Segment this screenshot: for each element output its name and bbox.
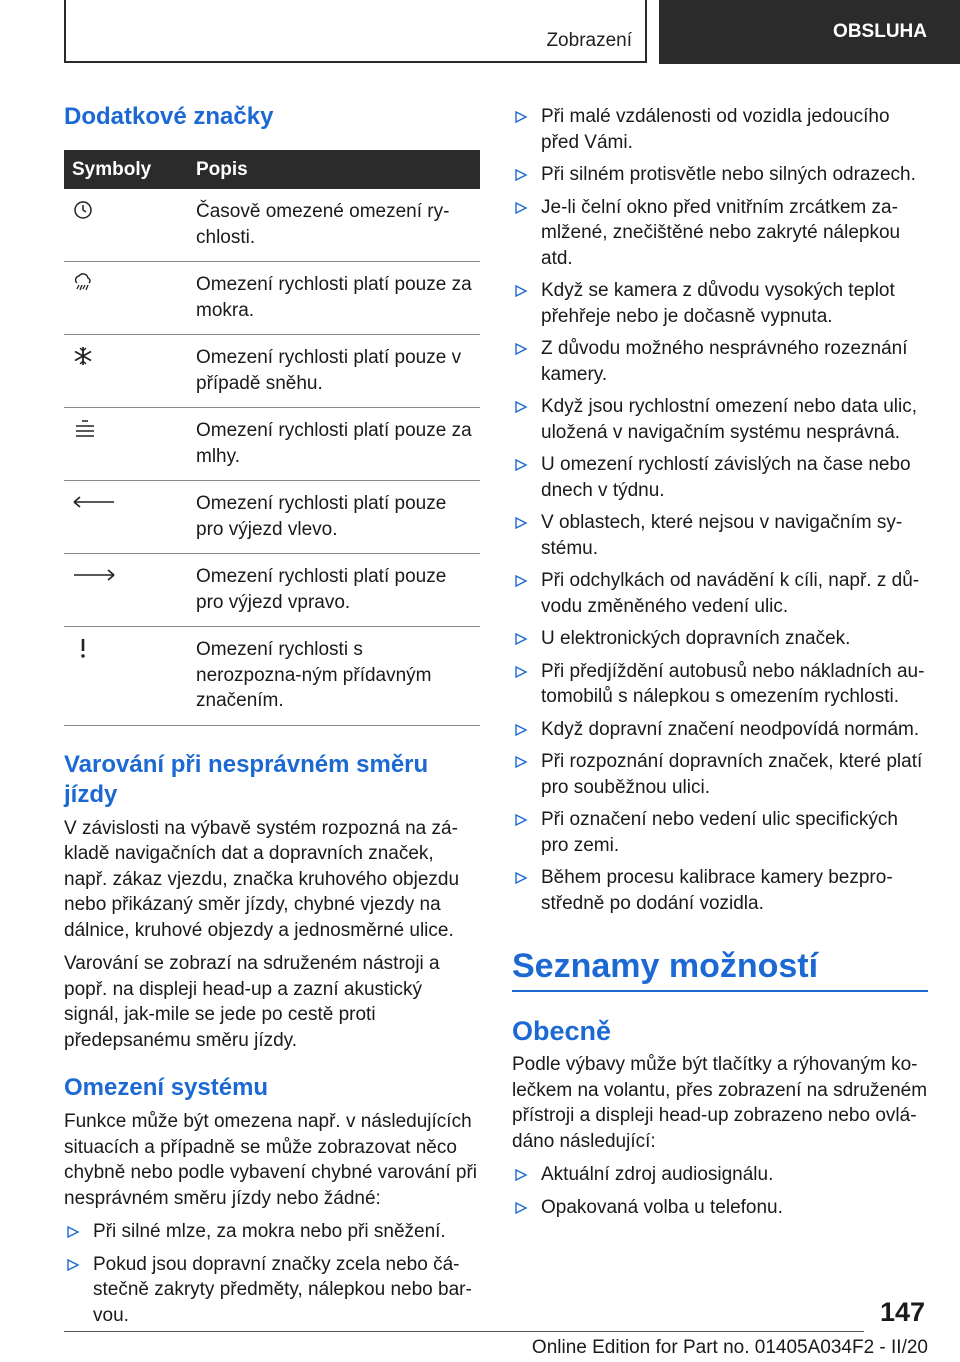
- list-item: Při předjíždění autobusů nebo nákladních au-tomobilů s nálepkou s omezením rychlosti.: [512, 659, 928, 710]
- heading-wrong-way-warning: Varování při nesprávném směru jízdy: [64, 750, 429, 808]
- table-header-row: [64, 150, 480, 189]
- table-row: [64, 554, 480, 627]
- left-column: [64, 102, 480, 1335]
- heading-rule: [512, 946, 928, 992]
- list-item: Opakovaná volba u telefonu.: [512, 1195, 928, 1221]
- row-text: Omezení rychlosti platí pouze v případě sněhu.: [192, 335, 480, 408]
- heading-additional-signs: Dodatkové značky: [64, 103, 274, 130]
- row-text: Omezení rychlosti platí pouze pro výjezd vlevo.: [192, 481, 480, 554]
- table-header-symbols: Symboly: [64, 150, 192, 189]
- list-item: Při označení nebo vedení ulic specifických pro zemi.: [512, 807, 928, 858]
- triangle-bullet-icon: [514, 168, 528, 182]
- triangle-bullet-icon: [514, 871, 528, 885]
- triangle-bullet-icon: [514, 665, 528, 679]
- arrow-left-icon: [72, 491, 116, 513]
- table-row: [64, 335, 480, 408]
- paragraph: V závislosti na výbavě systém rozpozná na zá-kladě navigačních dat a dopravních značek, např. zákaz vjezdu, značka kruhového objezdu nebo přikázaný směr jízdy, chybné vjezdy na dálnice, kruhové objezdy a jednosměrné ulice.: [64, 817, 460, 941]
- options-list: [512, 1162, 928, 1220]
- clock-icon: [72, 199, 94, 221]
- heading-general: Obecně: [512, 1016, 612, 1046]
- list-item: Pokud jsou dopravní značky zcela nebo čá-stečně zakryty předměty, nálepkou nebo bar-vou.: [64, 1252, 480, 1329]
- triangle-bullet-icon: [514, 516, 528, 530]
- heading-system-limits: Omezení systému: [64, 1074, 269, 1101]
- row-text: Omezení rychlosti platí pouze za mokra.: [192, 262, 480, 335]
- triangle-bullet-icon: [514, 574, 528, 588]
- table-row: [64, 627, 480, 726]
- page-number: 147: [880, 1297, 926, 1327]
- triangle-bullet-icon: [66, 1225, 80, 1239]
- list-item: U omezení rychlostí závislých na čase nebo dnech v týdnu.: [512, 452, 928, 503]
- triangle-bullet-icon: [514, 813, 528, 827]
- snowflake-icon: [72, 345, 94, 367]
- list-item: V oblastech, které nejsou v navigačním sy-stému.: [512, 510, 928, 561]
- rain-cloud-icon: [72, 272, 94, 294]
- limits-list: [64, 1219, 480, 1328]
- triangle-bullet-icon: [514, 284, 528, 298]
- list-item: Je-li čelní okno před vnitřním zrcátkem za-mlžené, znečištěné nebo zakryté nálepkou atd.: [512, 195, 928, 272]
- list-item: Při malé vzdálenosti od vozidla jedoucího před Vámi.: [512, 104, 928, 155]
- chapter-tab: OBSLUHA: [659, 0, 960, 64]
- list-item: Z důvodu možného nesprávného rozeznání kamery.: [512, 336, 928, 387]
- list-item: Při rozpoznání dopravních značek, které platí pro souběžnou ulici.: [512, 749, 928, 800]
- triangle-bullet-icon: [514, 1168, 528, 1182]
- triangle-bullet-icon: [514, 1201, 528, 1215]
- list-item: Při odchylkách od navádění k cíli, např. z dů-vodu změněného vedení ulic.: [512, 568, 928, 619]
- section-title: Zobrazení: [546, 30, 632, 51]
- list-item: Aktuální zdroj audiosignálu.: [512, 1162, 928, 1188]
- row-text: Časově omezené omezení ry-chlosti.: [192, 189, 480, 262]
- edition-footer: Online Edition for Part no. 01405A034F2 - II/20: [531, 1337, 928, 1358]
- list-item: Když dopravní značení neodpovídá normám.: [512, 717, 928, 743]
- paragraph: Podle výbavy může být tlačítky a rýhovaným ko-lečkem na volantu, přes zobrazení na sdruženém přístroji a displeji head-up zobrazeno nebo ovlá-dáno následující:: [512, 1054, 928, 1152]
- table-header-description: Popis: [192, 150, 480, 189]
- triangle-bullet-icon: [514, 723, 528, 737]
- list-item: Při silné mlze, za mokra nebo při sněžení.: [64, 1219, 480, 1245]
- triangle-bullet-icon: [514, 632, 528, 646]
- triangle-bullet-icon: [514, 342, 528, 356]
- table-row: [64, 408, 480, 481]
- triangle-bullet-icon: [514, 458, 528, 472]
- paragraph: Funkce může být omezena např. v následujících situacích a případně se může zobrazovat něco chybně nebo podle vybavení chybné varování při nesprávném směru jízdy nebo žádné:: [64, 1111, 477, 1209]
- triangle-bullet-icon: [514, 201, 528, 215]
- list-item: Během procesu kalibrace kamery bezpro-středně po dodání vozidla.: [512, 865, 928, 916]
- list-item: Když jsou rychlostní omezení nebo data ulic, uložená v navigačním systému nesprávná.: [512, 394, 928, 445]
- exclamation-icon: [72, 637, 94, 659]
- heading-option-lists: Seznamy možností: [512, 947, 819, 985]
- table-row: [64, 262, 480, 335]
- list-item: U elektronických dopravních značek.: [512, 626, 928, 652]
- fog-icon: [72, 418, 98, 440]
- triangle-bullet-icon: [514, 400, 528, 414]
- row-text: Omezení rychlosti platí pouze za mlhy.: [192, 408, 480, 481]
- triangle-bullet-icon: [66, 1258, 80, 1272]
- triangle-bullet-icon: [514, 110, 528, 124]
- row-text: Omezení rychlosti platí pouze pro výjezd vpravo.: [192, 554, 480, 627]
- right-column: [512, 104, 928, 1227]
- table-row: [64, 189, 480, 262]
- list-item: Při silném protisvětle nebo silných odrazech.: [512, 162, 928, 188]
- symbols-table: [64, 150, 480, 726]
- triangle-bullet-icon: [514, 755, 528, 769]
- arrow-right-icon: [72, 564, 116, 586]
- table-row: [64, 481, 480, 554]
- footer-rule: [64, 1331, 864, 1332]
- row-text: Omezení rychlosti s nerozpozna-ným přídavným značením.: [192, 627, 480, 726]
- limits-list-continued: [512, 104, 928, 916]
- list-item: Když se kamera z důvodu vysokých teplot přehřeje nebo je dočasně vypnuta.: [512, 278, 928, 329]
- paragraph: Varování se zobrazí na sdruženém nástroji a popř. na displeji head-up a zazní akustický signál, jak-mile se jede po cestě proti předepsanému směru jízdy.: [64, 953, 440, 1051]
